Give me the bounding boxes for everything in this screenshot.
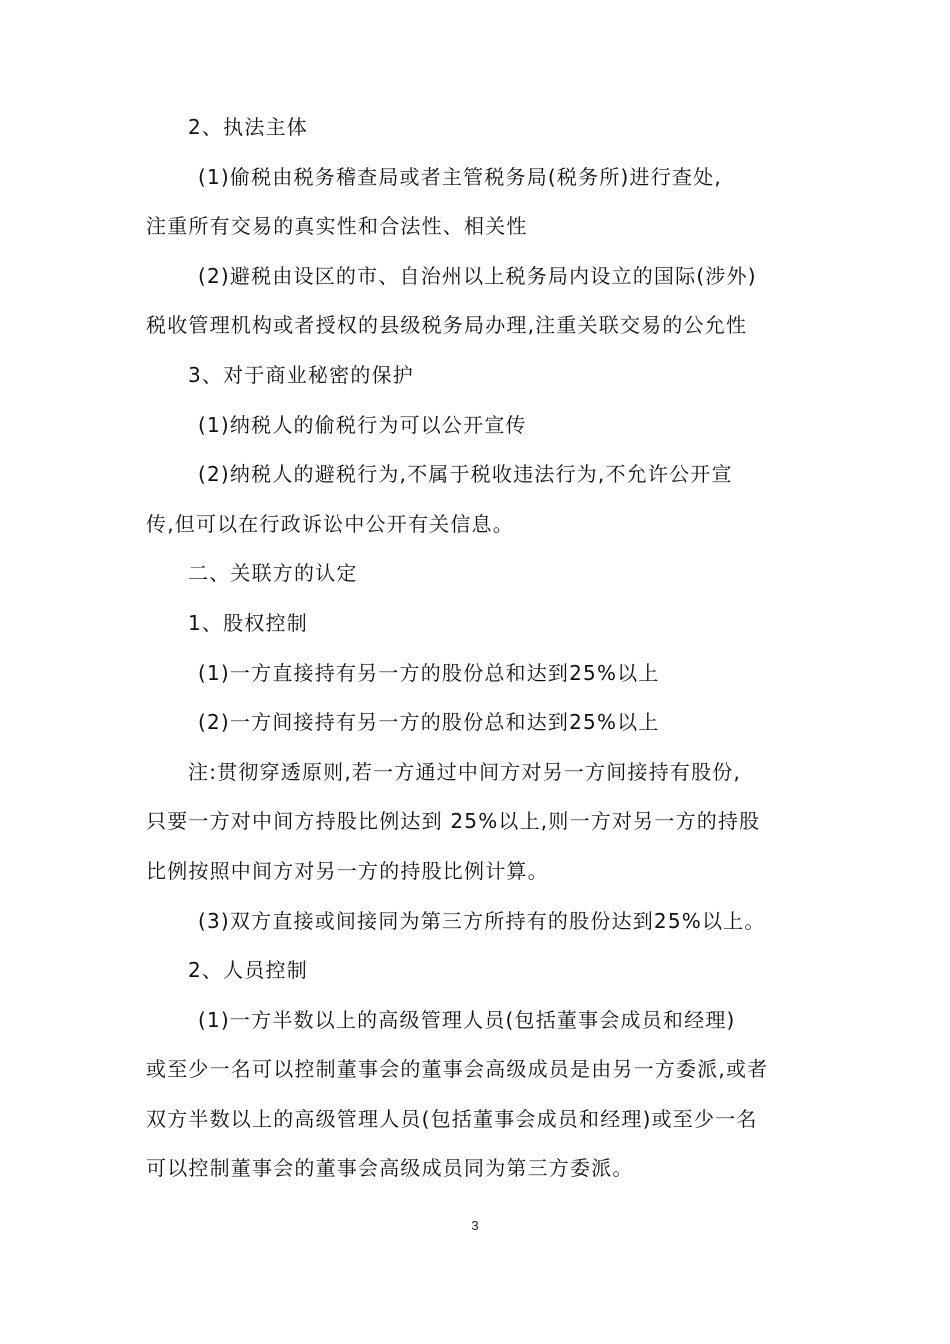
text-line: (1)一方半数以上的高级管理人员(包括董事会成员和经理) xyxy=(198,1007,736,1032)
text-line: 1、股权控制 xyxy=(188,610,308,635)
text-line: 2、执法主体 xyxy=(188,115,308,139)
text-line: 只要一方对中间方持股比例达到 25%以上,则一方对另一方的持股 xyxy=(146,809,761,834)
text-line: 税收管理机构或者授权的县级税务局办理,注重关联交易的公允性 xyxy=(146,313,748,338)
text-line: 比例按照中间方对另一方的持股比例计算。 xyxy=(146,858,549,883)
text-line: (1)一方直接持有另一方的股份总和达到25%以上 xyxy=(198,660,660,685)
text-line: 2、人员控制 xyxy=(188,958,308,983)
text-line: 3、对于商业秘密的保护 xyxy=(188,362,414,387)
text-line: 可以控制董事会的董事会高级成员同为第三方委派。 xyxy=(146,1156,634,1181)
text-line: (1)偷税由税务稽查局或者主管税务局(税务所)进行查处, xyxy=(198,164,722,189)
text-line: (2)纳税人的避税行为,不属于税收违法行为,不允许公开宣 xyxy=(198,462,733,487)
page-number: 3 xyxy=(471,1218,479,1233)
text-line: (1)纳税人的偷税行为可以公开宣传 xyxy=(198,412,527,437)
text-line: 二、关联方的认定 xyxy=(188,561,358,586)
document-body xyxy=(146,103,812,1194)
text-line: 注重所有交易的真实性和合法性、相关性 xyxy=(146,214,528,239)
text-line: 或至少一名可以控制董事会的董事会高级成员是由另一方委派,或者 xyxy=(146,1057,769,1082)
text-line: (2)避税由设区的市、自治州以上税务局内设立的国际(涉外) xyxy=(198,263,757,288)
text-line: (2)一方间接持有另一方的股份总和达到25%以上 xyxy=(198,710,660,735)
text-line: 双方半数以上的高级管理人员(包括董事会成员和经理)或至少一名 xyxy=(146,1106,758,1131)
text-line: (3)双方直接或间接同为第三方所持有的股份达到25%以上。 xyxy=(198,908,766,933)
text-line: 传,但可以在行政诉讼中公开有关信息。 xyxy=(146,511,514,536)
text-line: 注:贯彻穿透原则,若一方通过中间方对另一方间接持有股份, xyxy=(188,759,742,784)
